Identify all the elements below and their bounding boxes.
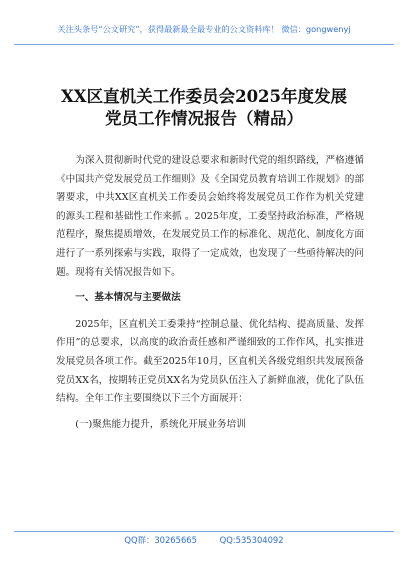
intro-paragraph: 为深入贯彻新时代党的建设总要求和新时代党的组织路线，严格遵循《中国共产党发展党员工作细则》及《全国党员教育培训工作规划》的部署要求，中共XX区直机关工作委员会始终将发展党员工作作为机关党建的源头工程和基础性工作来抓 。2025年度，工委坚持政治标准，严格规范程序，聚焦提质增效，在发展党员工作的标准化、规范化、制度化方面进行了一系列探索与实践，取得了一定成效，也发现了一些亟待解决的问题。现将有关情况报告如下。 [56,155,364,278]
header-banner: 关注头条号“公文研究”，获得最新最全最专业的公文资料库！ 微信：gongwenyj [14,22,394,45]
subsection-heading-1: (一)聚焦能力提升，系统化开展业务培训 [75,418,246,430]
footer-qq-group: QQ群：30265665 [124,535,197,545]
footer-divider [14,531,394,532]
title-line-1: XX区直机关工作委员会2025年度发展 [60,87,348,106]
footer [0,534,408,550]
footer-qq-contact: QQ:535304092 [219,535,284,545]
section-heading-1: 一、基本情况与主要做法 [75,292,181,304]
document-body [56,152,364,434]
document-title [40,86,368,130]
section-1-paragraph: 2025年，区直机关工委秉持“控制总量、优化结构、提高质量、发挥作用”的总要求，以高度的政治责任感和严谨细致的工作作风，扎实推进发展党员各项工作。截至2025年10月，区直机关各级党组织共发展预备党员XX名，按期转正党员XX名为党员队伍注入了新鲜血液，优化了队伍结构。全年工作主要围绕以下三个方面展开： [56,318,364,405]
title-line-2: 党员工作情况报告（精品） [105,109,303,128]
